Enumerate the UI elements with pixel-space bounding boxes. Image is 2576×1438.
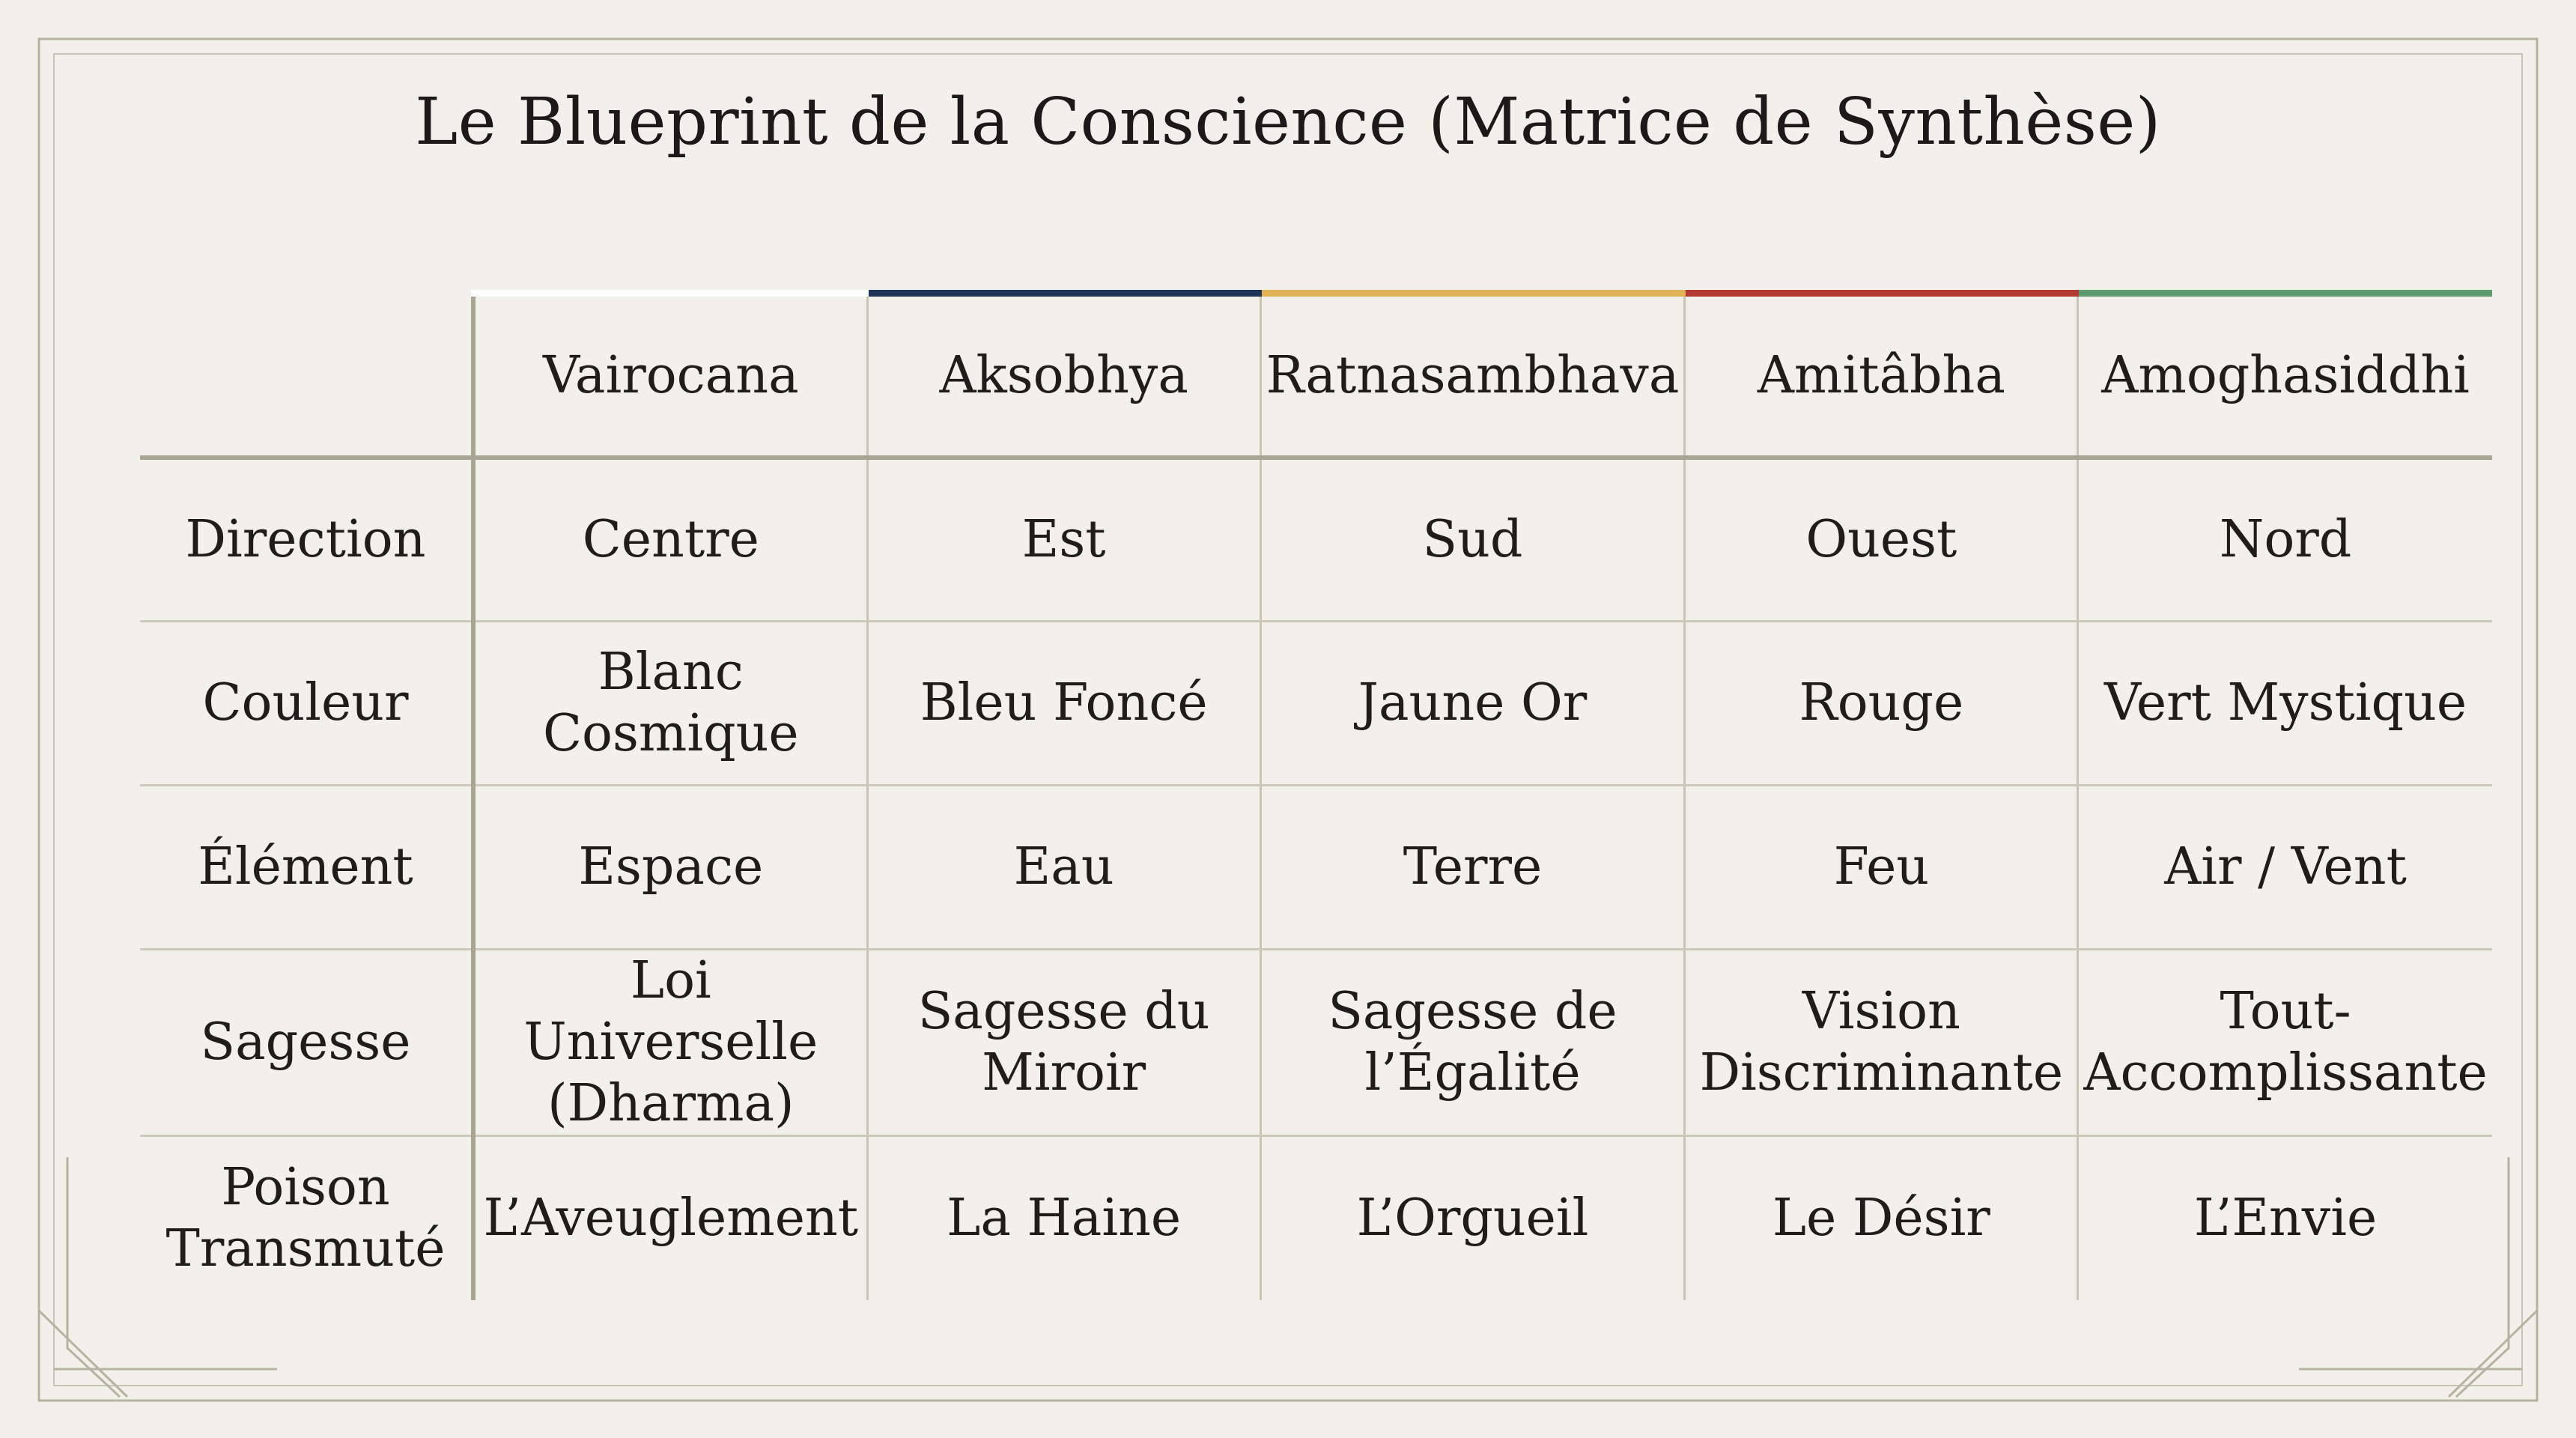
row-label: Direction bbox=[140, 458, 473, 622]
table-cell: Tout-Accomplissante bbox=[2078, 950, 2492, 1136]
table-cell: Eau bbox=[867, 786, 1260, 950]
table-cell: Vision Discriminante bbox=[1685, 950, 2078, 1136]
table-cell: L’Envie bbox=[2078, 1136, 2492, 1300]
table-row-element bbox=[140, 786, 2492, 950]
column-header-aksobhya: Aksobhya bbox=[867, 294, 1260, 458]
column-header-ratnasambhava: Ratnasambhava bbox=[1260, 294, 1685, 458]
table-cell: Terre bbox=[1260, 786, 1685, 950]
table-cell: Jaune Or bbox=[1260, 622, 1685, 786]
page-title: Le Blueprint de la Conscience (Matrice de Synthèse) bbox=[415, 85, 2161, 160]
header-corner bbox=[140, 294, 473, 458]
table-cell: Espace bbox=[473, 786, 867, 950]
table-cell: Sagesse du Miroir bbox=[867, 950, 1260, 1136]
row-label: Élément bbox=[140, 786, 473, 950]
table-cell: Nord bbox=[2078, 458, 2492, 622]
table-cell: L’Orgueil bbox=[1260, 1136, 1685, 1300]
table-cell: Sud bbox=[1260, 458, 1685, 622]
table-row-couleur bbox=[140, 622, 2492, 786]
table-row-sagesse bbox=[140, 950, 2492, 1136]
table-row-direction bbox=[140, 458, 2492, 622]
table-cell: Rouge bbox=[1685, 622, 2078, 786]
table-cell: Bleu Foncé bbox=[867, 622, 1260, 786]
table-cell: Loi Universelle (Dharma) bbox=[473, 950, 867, 1136]
table-cell: Ouest bbox=[1685, 458, 2078, 622]
table-cell: Centre bbox=[473, 458, 867, 622]
table-cell: Feu bbox=[1685, 786, 2078, 950]
table-cell: Est bbox=[867, 458, 1260, 622]
row-label: Couleur bbox=[140, 622, 473, 786]
table-cell: L’Aveuglement bbox=[473, 1136, 867, 1300]
row-label: Poison Transmuté bbox=[165, 1157, 446, 1278]
table-cell: Air / Vent bbox=[2078, 786, 2492, 950]
table-cell: Le Désir bbox=[1685, 1136, 2078, 1300]
table-cell: Sagesse de l’Égalité bbox=[1260, 950, 1685, 1136]
table-cell: La Haine bbox=[867, 1136, 1260, 1300]
synthesis-matrix bbox=[140, 290, 2492, 1300]
column-header-amoghasiddhi: Amoghasiddhi bbox=[2078, 294, 2492, 458]
table-row-poison bbox=[140, 1136, 2492, 1300]
column-header-vairocana: Vairocana bbox=[473, 294, 867, 458]
table-cell: Vert Mystique bbox=[2078, 622, 2492, 786]
column-header-amitabha: Amitâbha bbox=[1685, 294, 2078, 458]
row-label: Sagesse bbox=[140, 950, 473, 1136]
header-row bbox=[140, 294, 2492, 458]
table-cell: Blanc Cosmique bbox=[473, 622, 867, 786]
